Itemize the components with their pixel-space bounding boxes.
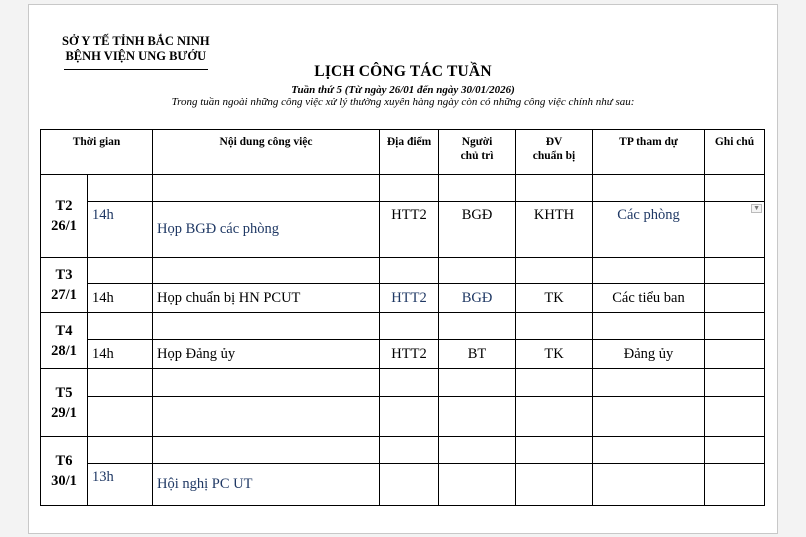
col-header-unit [516,130,593,175]
note-cell[interactable] [705,340,765,369]
table-row [41,340,765,369]
time-cell[interactable]: 14h [88,284,153,313]
empty-cell[interactable] [88,175,153,202]
empty-cell[interactable] [439,175,516,202]
place-cell[interactable]: HTT2 [380,284,439,313]
col-header-chair-line1: Người [461,136,493,148]
document-page [28,4,778,534]
table-row [41,464,765,506]
empty-cell[interactable] [88,258,153,284]
chair-cell[interactable]: BGĐ [439,284,516,313]
place-cell[interactable] [380,464,439,506]
time-cell[interactable] [88,397,153,437]
header-row [41,130,765,175]
empty-cell[interactable] [439,437,516,464]
time-cell[interactable]: 14h [88,202,153,258]
empty-cell[interactable] [593,313,705,340]
content-cell[interactable]: Họp chuẩn bị HN PCUT [153,284,380,313]
note-cell[interactable] [705,464,765,506]
attendees-cell[interactable]: Các phòng [593,202,705,258]
col-header-chair-line2: chủ trì [460,150,494,162]
table-row [41,437,765,464]
day-label: T4 [55,322,73,339]
empty-cell[interactable] [380,437,439,464]
day-label: T5 [55,384,73,401]
intro-text: Trong tuần ngoài những công việc xử lý thường xuyên hàng ngày còn có những công việc chính như sau: [171,96,635,108]
empty-cell[interactable] [153,175,380,202]
place-cell[interactable] [380,397,439,437]
day-date: 26/1 [51,218,77,234]
note-cell[interactable] [705,284,765,313]
org-hospital: BỆNH VIỆN UNG BƯỚU [65,49,207,63]
week-subtitle: Tuần thứ 5 (Từ ngày 26/01 đến ngày 30/01/2026) [291,84,515,96]
col-header-unit-line1: ĐV [545,136,563,148]
chevron-down-icon[interactable]: ▼ [753,204,761,212]
attendees-cell[interactable] [593,397,705,437]
day-label: T3 [55,267,73,283]
day-date: 28/1 [51,342,77,359]
empty-cell[interactable] [593,369,705,397]
empty-cell[interactable] [153,437,380,464]
empty-cell[interactable] [439,313,516,340]
day-label: T2 [55,198,73,214]
empty-cell[interactable] [705,369,765,397]
day-date: 29/1 [51,404,77,421]
col-header-place: Địa điểm [380,130,439,175]
table-row [41,258,765,284]
empty-cell[interactable] [516,313,593,340]
table-row [41,397,765,437]
content-cell[interactable] [153,397,380,437]
unit-cell[interactable]: TK [516,284,593,313]
empty-cell[interactable] [705,437,765,464]
chair-cell[interactable]: BGĐ [439,202,516,258]
empty-cell[interactable] [439,258,516,284]
empty-cell[interactable] [88,313,153,340]
day-date: 30/1 [51,473,77,489]
attendees-cell[interactable] [593,464,705,506]
empty-cell[interactable] [380,175,439,202]
empty-cell[interactable] [593,258,705,284]
table-row [41,369,765,397]
col-header-unit-line2: chuẩn bị [532,150,576,162]
chair-cell[interactable]: BT [439,340,516,369]
empty-cell[interactable] [593,437,705,464]
empty-cell[interactable] [516,258,593,284]
empty-cell[interactable] [705,175,765,202]
empty-cell[interactable] [705,313,765,340]
unit-cell[interactable]: KHTH [516,202,593,258]
day-label: T6 [55,453,73,469]
empty-cell[interactable] [380,369,439,397]
unit-cell[interactable] [516,397,593,437]
unit-cell[interactable]: TK [516,340,593,369]
day-cell [41,175,88,258]
time-cell[interactable]: 14h [88,340,153,369]
empty-cell[interactable] [380,313,439,340]
chair-cell[interactable] [439,397,516,437]
empty-cell[interactable] [516,175,593,202]
place-cell[interactable]: HTT2 [380,202,439,258]
place-cell[interactable]: HTT2 [380,340,439,369]
table-row [41,202,765,258]
empty-cell[interactable] [153,313,380,340]
content-cell[interactable]: Họp Đảng ủy [153,340,380,369]
table-row [41,175,765,202]
empty-cell[interactable] [516,369,593,397]
col-header-note: Ghi chú [705,130,765,175]
empty-cell[interactable] [88,437,153,464]
empty-cell[interactable] [153,258,380,284]
time-cell[interactable]: 13h [88,464,153,506]
page-title: LỊCH CÔNG TÁC TUẦN [314,63,492,80]
empty-cell[interactable] [380,258,439,284]
attendees-cell[interactable]: Các tiểu ban [593,284,705,313]
day-cell [41,313,88,369]
note-cell[interactable] [705,202,765,258]
table-row [41,313,765,340]
col-header-attendees: TP tham dự [593,130,705,175]
empty-cell[interactable] [705,258,765,284]
col-header-chair [439,130,516,175]
empty-cell[interactable] [593,175,705,202]
chair-cell[interactable] [439,464,516,506]
content-cell[interactable]: Họp BGĐ các phòng [153,202,380,258]
day-cell [41,437,88,506]
note-cell[interactable] [705,397,765,437]
empty-cell[interactable] [153,369,380,397]
table-row [41,284,765,313]
empty-cell[interactable] [88,369,153,397]
empty-cell[interactable] [516,437,593,464]
day-date: 27/1 [51,287,77,303]
col-header-content: Nội dung công việc [153,130,380,175]
content-cell[interactable]: Hội nghị PC UT [153,464,380,506]
attendees-cell[interactable]: Đảng ủy [593,340,705,369]
org-department: SỞ Y TẾ TỈNH BẮC NINH [62,34,210,48]
col-header-time: Thời gian [41,130,153,175]
schedule-table [40,129,765,506]
unit-cell[interactable] [516,464,593,506]
empty-cell[interactable] [439,369,516,397]
day-cell [41,258,88,313]
day-cell [41,369,88,437]
